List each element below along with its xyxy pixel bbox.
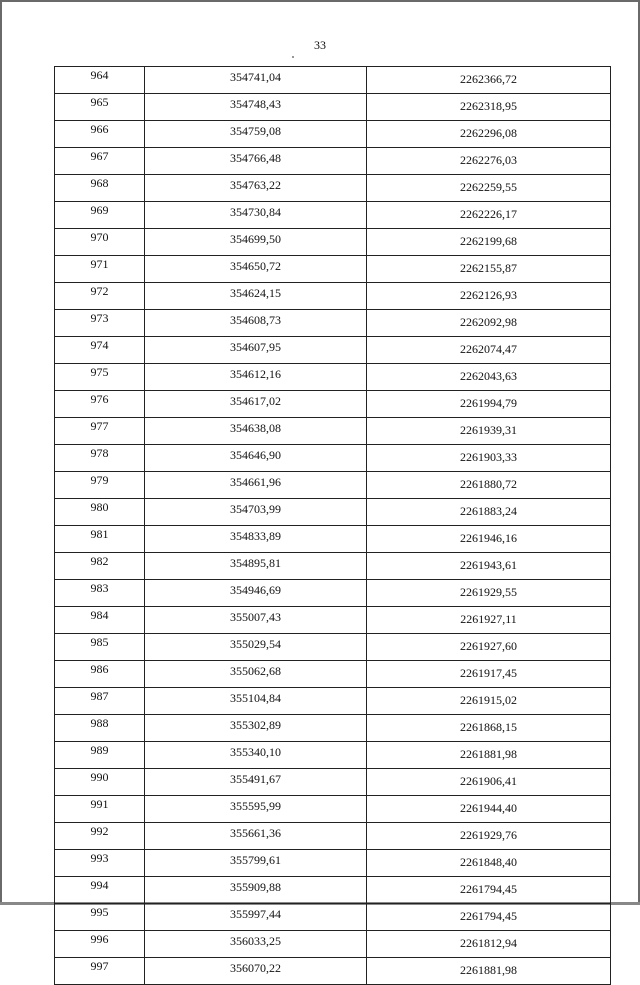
x-coordinate-cell: 354763,22 xyxy=(145,175,367,202)
x-coordinate-cell: 354624,15 xyxy=(145,283,367,310)
y-coordinate-cell: 2261927,60 xyxy=(367,634,611,661)
table-row xyxy=(55,823,611,850)
x-coordinate-cell: 354607,95 xyxy=(145,337,367,364)
x-coordinate-cell: 354646,90 xyxy=(145,445,367,472)
y-coordinate-cell: 2262259,55 xyxy=(367,175,611,202)
scan-border-left xyxy=(0,0,2,905)
point-number-cell: 984 xyxy=(55,607,145,634)
point-number-cell: 991 xyxy=(55,796,145,823)
table-row xyxy=(55,850,611,877)
table-row xyxy=(55,634,611,661)
table-row xyxy=(55,688,611,715)
x-coordinate-cell: 354759,08 xyxy=(145,121,367,148)
x-coordinate-cell: 354730,84 xyxy=(145,202,367,229)
table-row xyxy=(55,796,611,823)
y-coordinate-cell: 2262199,68 xyxy=(367,229,611,256)
x-coordinate-cell: 354895,81 xyxy=(145,553,367,580)
table-row xyxy=(55,175,611,202)
x-coordinate-cell: 355007,43 xyxy=(145,607,367,634)
table-row xyxy=(55,229,611,256)
table-row xyxy=(55,958,611,985)
x-coordinate-cell: 354661,96 xyxy=(145,472,367,499)
point-number-cell: 968 xyxy=(55,175,145,202)
coordinates-table xyxy=(54,66,611,985)
x-coordinate-cell: 354766,48 xyxy=(145,148,367,175)
point-number-cell: 969 xyxy=(55,202,145,229)
point-number-cell: 986 xyxy=(55,661,145,688)
point-number-cell: 994 xyxy=(55,877,145,904)
point-number-cell: 980 xyxy=(55,499,145,526)
y-coordinate-cell: 2261929,76 xyxy=(367,823,611,850)
point-number-cell: 987 xyxy=(55,688,145,715)
point-number-cell: 981 xyxy=(55,526,145,553)
table-row xyxy=(55,526,611,553)
point-number-cell: 964 xyxy=(55,67,145,94)
scan-border-top xyxy=(0,0,640,2)
table-row xyxy=(55,364,611,391)
table-row xyxy=(55,202,611,229)
table-row xyxy=(55,661,611,688)
x-coordinate-cell: 354946,69 xyxy=(145,580,367,607)
y-coordinate-cell: 2261794,45 xyxy=(367,877,611,904)
point-number-cell: 975 xyxy=(55,364,145,391)
table-row xyxy=(55,580,611,607)
y-coordinate-cell: 2262074,47 xyxy=(367,337,611,364)
y-coordinate-cell: 2261883,24 xyxy=(367,499,611,526)
x-coordinate-cell: 355997,44 xyxy=(145,904,367,931)
y-coordinate-cell: 2261944,40 xyxy=(367,796,611,823)
point-number-cell: 993 xyxy=(55,850,145,877)
table-row xyxy=(55,94,611,121)
y-coordinate-cell: 2262092,98 xyxy=(367,310,611,337)
table-row xyxy=(55,769,611,796)
y-coordinate-cell: 2261943,61 xyxy=(367,553,611,580)
y-coordinate-cell: 2261868,15 xyxy=(367,715,611,742)
table-row xyxy=(55,553,611,580)
y-coordinate-cell: 2261946,16 xyxy=(367,526,611,553)
x-coordinate-cell: 354741,04 xyxy=(145,67,367,94)
y-coordinate-cell: 2261994,79 xyxy=(367,391,611,418)
x-coordinate-cell: 355909,88 xyxy=(145,877,367,904)
x-coordinate-cell: 354650,72 xyxy=(145,256,367,283)
table-row xyxy=(55,499,611,526)
y-coordinate-cell: 2261794,45 xyxy=(367,904,611,931)
y-coordinate-cell: 2261917,45 xyxy=(367,661,611,688)
table-row xyxy=(55,67,611,94)
point-number-cell: 966 xyxy=(55,121,145,148)
y-coordinate-cell: 2261848,40 xyxy=(367,850,611,877)
table-row xyxy=(55,607,611,634)
y-coordinate-cell: 2261812,94 xyxy=(367,931,611,958)
point-number-cell: 990 xyxy=(55,769,145,796)
point-number-cell: 976 xyxy=(55,391,145,418)
x-coordinate-cell: 354699,50 xyxy=(145,229,367,256)
point-number-cell: 997 xyxy=(55,958,145,985)
x-coordinate-cell: 354617,02 xyxy=(145,391,367,418)
x-coordinate-cell: 354703,99 xyxy=(145,499,367,526)
point-number-cell: 989 xyxy=(55,742,145,769)
point-number-cell: 978 xyxy=(55,445,145,472)
y-coordinate-cell: 2261939,31 xyxy=(367,418,611,445)
point-number-cell: 973 xyxy=(55,310,145,337)
point-number-cell: 983 xyxy=(55,580,145,607)
table-row xyxy=(55,904,611,931)
table-row xyxy=(55,256,611,283)
y-coordinate-cell: 2262318,95 xyxy=(367,94,611,121)
point-number-cell: 982 xyxy=(55,553,145,580)
x-coordinate-cell: 355491,67 xyxy=(145,769,367,796)
y-coordinate-cell: 2261927,11 xyxy=(367,607,611,634)
y-coordinate-cell: 2261881,98 xyxy=(367,742,611,769)
x-coordinate-cell: 354638,08 xyxy=(145,418,367,445)
table-row xyxy=(55,148,611,175)
table-row xyxy=(55,310,611,337)
point-number-cell: 992 xyxy=(55,823,145,850)
point-number-cell: 996 xyxy=(55,931,145,958)
table-row xyxy=(55,877,611,904)
scan-speck xyxy=(292,56,294,58)
y-coordinate-cell: 2261906,41 xyxy=(367,769,611,796)
y-coordinate-cell: 2262126,93 xyxy=(367,283,611,310)
table-row xyxy=(55,121,611,148)
y-coordinate-cell: 2261880,72 xyxy=(367,472,611,499)
table-row xyxy=(55,283,611,310)
point-number-cell: 974 xyxy=(55,337,145,364)
point-number-cell: 979 xyxy=(55,472,145,499)
table-row xyxy=(55,337,611,364)
y-coordinate-cell: 2262296,08 xyxy=(367,121,611,148)
table-row xyxy=(55,742,611,769)
table-row xyxy=(55,715,611,742)
table-row xyxy=(55,445,611,472)
x-coordinate-cell: 355595,99 xyxy=(145,796,367,823)
point-number-cell: 977 xyxy=(55,418,145,445)
y-coordinate-cell: 2262043,63 xyxy=(367,364,611,391)
x-coordinate-cell: 355799,61 xyxy=(145,850,367,877)
y-coordinate-cell: 2261915,02 xyxy=(367,688,611,715)
y-coordinate-cell: 2262276,03 xyxy=(367,148,611,175)
x-coordinate-cell: 354748,43 xyxy=(145,94,367,121)
y-coordinate-cell: 2261929,55 xyxy=(367,580,611,607)
x-coordinate-cell: 355062,68 xyxy=(145,661,367,688)
x-coordinate-cell: 356070,22 xyxy=(145,958,367,985)
x-coordinate-cell: 355302,89 xyxy=(145,715,367,742)
table-row xyxy=(55,391,611,418)
point-number-cell: 972 xyxy=(55,283,145,310)
point-number-cell: 967 xyxy=(55,148,145,175)
point-number-cell: 965 xyxy=(55,94,145,121)
x-coordinate-cell: 355661,36 xyxy=(145,823,367,850)
x-coordinate-cell: 355340,10 xyxy=(145,742,367,769)
x-coordinate-cell: 356033,25 xyxy=(145,931,367,958)
point-number-cell: 995 xyxy=(55,904,145,931)
y-coordinate-cell: 2261903,33 xyxy=(367,445,611,472)
y-coordinate-cell: 2262226,17 xyxy=(367,202,611,229)
table-row xyxy=(55,931,611,958)
point-number-cell: 985 xyxy=(55,634,145,661)
point-number-cell: 971 xyxy=(55,256,145,283)
x-coordinate-cell: 355029,54 xyxy=(145,634,367,661)
page-number: 33 xyxy=(314,38,326,52)
y-coordinate-cell: 2262366,72 xyxy=(367,67,611,94)
x-coordinate-cell: 355104,84 xyxy=(145,688,367,715)
x-coordinate-cell: 354612,16 xyxy=(145,364,367,391)
point-number-cell: 988 xyxy=(55,715,145,742)
coordinates-table-body xyxy=(55,67,611,985)
point-number-cell: 970 xyxy=(55,229,145,256)
y-coordinate-cell: 2261881,98 xyxy=(367,958,611,985)
x-coordinate-cell: 354833,89 xyxy=(145,526,367,553)
x-coordinate-cell: 354608,73 xyxy=(145,310,367,337)
table-row xyxy=(55,418,611,445)
y-coordinate-cell: 2262155,87 xyxy=(367,256,611,283)
table-row xyxy=(55,472,611,499)
